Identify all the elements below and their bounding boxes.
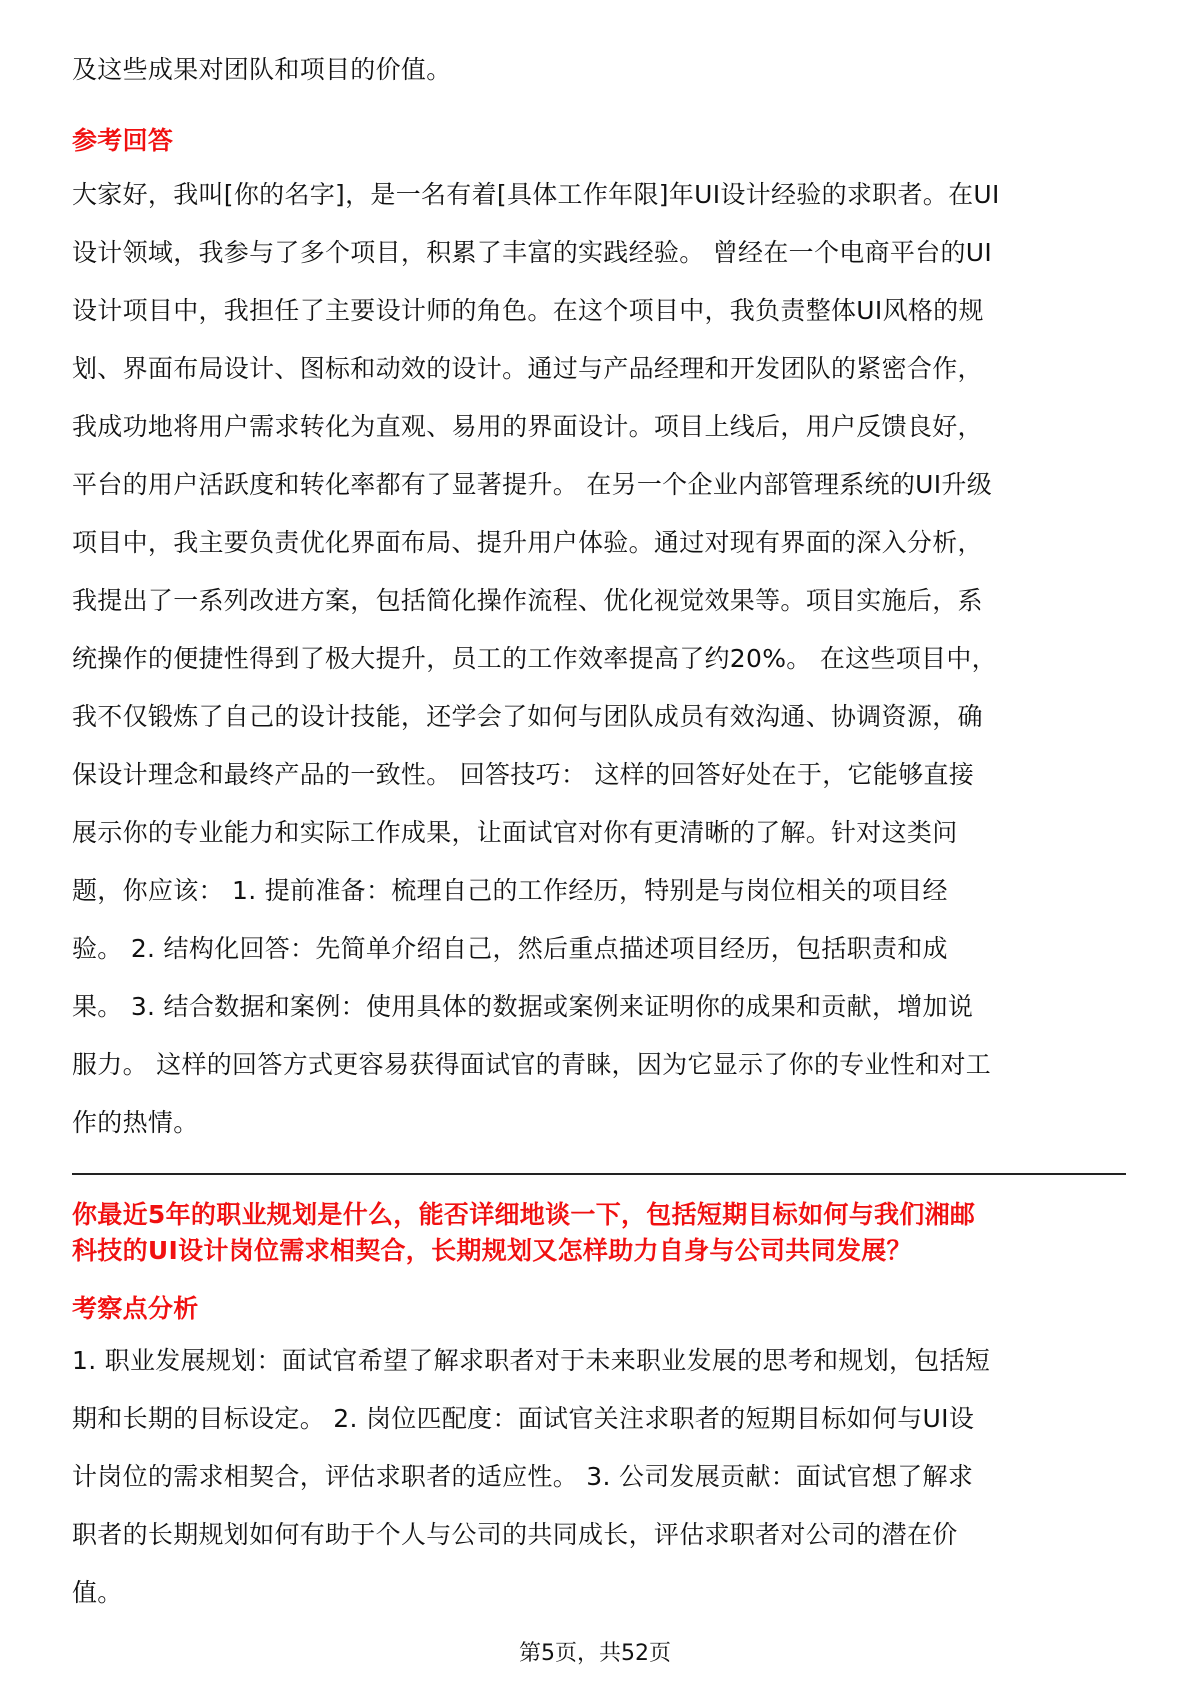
- answer-line: 设计项目中，我担任了主要设计师的角色。在这个项目中，我负责整体UI风格的规: [72, 296, 984, 325]
- answer-line: 项目中，我主要负责优化界面布局、提升用户体验。通过对现有界面的深入分析，: [72, 528, 983, 557]
- answer-line: 题，你应该： 1. 提前准备：梳理自己的工作经历，特别是与岗位相关的项目经: [72, 876, 948, 905]
- answer-line: 保设计理念和最终产品的一致性。 回答技巧： 这样的回答好处在于，它能够直接: [72, 760, 974, 789]
- answer-line: 展示你的专业能力和实际工作成果，让面试官对你有更清晰的了解。针对这类问: [72, 818, 958, 847]
- answer-line: 划、界面布局设计、图标和动效的设计。通过与产品经理和开发团队的紧密合作，: [72, 354, 983, 383]
- answer-line: 我成功地将用户需求转化为直观、易用的界面设计。项目上线后，用户反馈良好，: [72, 412, 983, 441]
- answer-line: 果。 3. 结合数据和案例：使用具体的数据或案例来证明你的成果和贡献，增加说: [72, 992, 974, 1021]
- answer-line: 大家好，我叫[你的名字]，是一名有着[具体工作年限]年UI设计经验的求职者。在UI: [72, 180, 1000, 209]
- answer-line: 我不仅锻炼了自己的设计技能，还学会了如何与团队成员有效沟通、协调资源，确: [72, 702, 983, 731]
- answer-heading: 参考回答: [72, 126, 174, 155]
- answer-line: 设计领域，我参与了多个项目，积累了丰富的实践经验。 曾经在一个电商平台的UI: [72, 238, 993, 267]
- analysis-line: 计岗位的需求相契合，评估求职者的适应性。 3. 公司发展贡献：面试官想了解求: [72, 1462, 974, 1491]
- answer-line: 平台的用户活跃度和转化率都有了显著提升。 在另一个企业内部管理系统的UI升级: [72, 470, 993, 499]
- analysis-line: 值。: [72, 1578, 123, 1607]
- question-line: 科技的UI设计岗位需求相契合，长期规划又怎样助力自身与公司共同发展？: [72, 1236, 912, 1265]
- answer-line: 服力。 这样的回答方式更容易获得面试官的青睐，因为它显示了你的专业性和对工: [72, 1050, 992, 1079]
- answer-line: 作的热情。: [72, 1108, 199, 1137]
- analysis-line: 期和长期的目标设定。 2. 岗位匹配度：面试官关注求职者的短期目标如何与UI设: [72, 1404, 975, 1433]
- analysis-line: 职者的长期规划如何有助于个人与公司的共同成长，评估求职者对公司的潜在价: [72, 1520, 958, 1549]
- section-divider: [72, 1173, 1126, 1175]
- answer-line: 验。 2. 结构化回答：先简单介绍自己，然后重点描述项目经历，包括职责和成: [72, 934, 948, 963]
- answer-line: 我提出了一系列改进方案，包括简化操作流程、优化视觉效果等。项目实施后，系: [72, 586, 983, 615]
- answer-line: 统操作的便捷性得到了极大提升，员工的工作效率提高了约20%。 在这些项目中，: [72, 644, 997, 673]
- question-line: 你最近5年的职业规划是什么，能否详细地谈一下，包括短期目标如何与我们湘邮: [72, 1200, 976, 1229]
- analysis-heading: 考察点分析: [72, 1294, 199, 1323]
- analysis-line: 1. 职业发展规划：面试官希望了解求职者对于未来职业发展的思考和规划，包括短: [72, 1346, 991, 1375]
- intro-tail: 及这些成果对团队和项目的价值。: [72, 55, 452, 84]
- page-footer: 第5页，共52页: [519, 1641, 671, 1666]
